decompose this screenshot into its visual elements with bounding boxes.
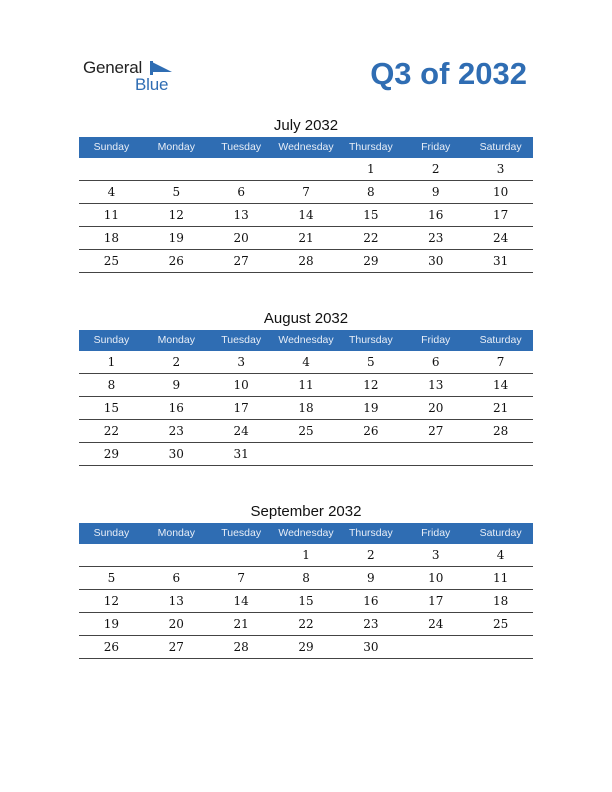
month-title: September 2032 [250, 503, 362, 520]
weekday-header: Friday [421, 141, 451, 153]
day-cell: 24 [492, 231, 509, 245]
day-cell: 29 [298, 640, 314, 654]
day-cell: 2 [431, 162, 440, 176]
weekday-header: Thursday [348, 141, 393, 153]
day-cell: 27 [428, 424, 444, 438]
day-cell [468, 636, 533, 658]
day-cell: 13 [233, 208, 249, 222]
day-cell: 4 [107, 185, 116, 199]
day-cell: 24 [428, 617, 444, 631]
weekday-header: Sunday [93, 141, 130, 153]
day-cell: 29 [363, 254, 379, 268]
weekday-header: Monday [157, 334, 195, 346]
logo-text-blue: Blue [135, 75, 169, 94]
weekday-header: Thursday [348, 527, 393, 539]
month-calendar [79, 501, 533, 659]
month-calendar [79, 115, 533, 273]
day-cell: 3 [496, 162, 505, 176]
month-calendar [79, 308, 533, 466]
day-cell: 11 [298, 378, 314, 392]
day-cell: 6 [237, 185, 245, 199]
logo-text-general: General [83, 58, 143, 77]
day-cell: 3 [237, 355, 245, 369]
day-cell: 7 [496, 355, 505, 369]
weekday-header: Wednesday [278, 527, 334, 539]
day-cell: 2 [172, 355, 181, 369]
day-cell: 6 [431, 355, 440, 369]
day-cell: 15 [363, 208, 379, 222]
day-cell: 24 [233, 424, 249, 438]
day-cell: 10 [233, 378, 249, 392]
day-cell: 1 [302, 548, 310, 562]
day-cell: 16 [168, 401, 184, 415]
day-cell: 14 [233, 594, 249, 608]
day-cell: 10 [492, 185, 509, 199]
weekday-header: Saturday [479, 141, 522, 153]
day-cell: 16 [363, 594, 379, 608]
day-cell: 20 [233, 231, 249, 245]
weekday-header: Thursday [348, 334, 393, 346]
day-cell: 12 [168, 208, 184, 222]
day-cell: 28 [298, 254, 314, 268]
day-cell: 8 [367, 185, 375, 199]
day-cell: 21 [492, 401, 509, 415]
day-cell: 14 [298, 208, 314, 222]
weekday-header: Sunday [93, 527, 130, 539]
week-row [79, 250, 533, 273]
day-cell: 8 [302, 571, 310, 585]
weekday-header: Saturday [479, 334, 522, 346]
week-row [79, 204, 533, 227]
day-cell: 5 [172, 185, 181, 199]
day-cell: 31 [492, 254, 509, 268]
week-row [79, 374, 533, 397]
day-cell: 23 [363, 617, 379, 631]
day-cell: 26 [363, 424, 379, 438]
day-cell: 12 [103, 594, 120, 608]
day-cell: 21 [233, 617, 249, 631]
weekday-header-row [79, 137, 533, 158]
weekday-header-row [79, 523, 533, 544]
day-cell: 13 [428, 378, 444, 392]
day-cell: 7 [302, 185, 310, 199]
day-cell [209, 158, 274, 180]
day-cell: 25 [492, 617, 509, 631]
day-cell: 18 [492, 594, 509, 608]
day-cell: 19 [363, 401, 379, 415]
day-cell: 30 [363, 640, 379, 654]
weekday-header: Saturday [479, 527, 522, 539]
weekday-header-row [79, 330, 533, 351]
day-cell [274, 443, 339, 465]
day-cell: 1 [107, 355, 116, 369]
day-cell [79, 544, 144, 566]
week-row [79, 443, 533, 466]
weekday-header: Tuesday [221, 334, 262, 346]
day-cell: 4 [496, 548, 505, 562]
day-cell: 26 [168, 254, 184, 268]
week-row [79, 227, 533, 250]
day-cell [144, 544, 209, 566]
month-title: July 2032 [273, 117, 339, 134]
week-row [79, 181, 533, 204]
day-cell: 25 [298, 424, 314, 438]
week-row [79, 351, 533, 374]
week-row [79, 567, 533, 590]
week-row [79, 420, 533, 443]
day-cell: 30 [428, 254, 444, 268]
day-cell: 8 [107, 378, 116, 392]
day-cell: 16 [428, 208, 444, 222]
weekday-header: Friday [421, 527, 451, 539]
weekday-header: Wednesday [278, 141, 334, 153]
day-cell: 7 [237, 571, 245, 585]
day-cell: 4 [302, 355, 310, 369]
day-cell: 5 [367, 355, 375, 369]
day-cell: 25 [103, 254, 120, 268]
day-cell: 27 [233, 254, 249, 268]
weekday-header: Tuesday [221, 141, 262, 153]
week-row [79, 397, 533, 420]
day-cell: 14 [492, 378, 509, 392]
day-cell: 22 [363, 231, 379, 245]
day-cell: 18 [298, 401, 314, 415]
day-cell: 21 [298, 231, 314, 245]
day-cell: 1 [367, 162, 375, 176]
day-cell: 17 [428, 594, 444, 608]
weekday-header: Sunday [93, 334, 130, 346]
month-title: August 2032 [263, 310, 349, 327]
day-cell: 9 [172, 378, 181, 392]
day-cell: 15 [103, 401, 120, 415]
page-title: Q3 of 2032 [370, 56, 527, 91]
day-cell: 29 [103, 447, 120, 461]
week-row [79, 613, 533, 636]
logo-flag-shape [150, 61, 172, 72]
day-cell: 9 [431, 185, 440, 199]
day-cell [209, 544, 274, 566]
day-cell: 28 [233, 640, 249, 654]
day-cell: 10 [428, 571, 444, 585]
day-cell [403, 636, 468, 658]
week-row [79, 590, 533, 613]
day-cell: 20 [428, 401, 444, 415]
day-cell: 11 [103, 208, 120, 222]
day-cell: 20 [168, 617, 184, 631]
weekday-header: Wednesday [278, 334, 334, 346]
day-cell: 18 [103, 231, 120, 245]
day-cell: 12 [363, 378, 379, 392]
day-cell: 15 [298, 594, 314, 608]
day-cell [144, 158, 209, 180]
day-cell: 5 [107, 571, 116, 585]
day-cell: 30 [168, 447, 184, 461]
day-cell: 23 [168, 424, 184, 438]
weekday-header: Monday [157, 141, 195, 153]
day-cell [468, 443, 533, 465]
day-cell [403, 443, 468, 465]
day-cell: 19 [103, 617, 120, 631]
day-cell [338, 443, 403, 465]
day-cell: 13 [168, 594, 184, 608]
day-cell: 22 [298, 617, 314, 631]
day-cell: 31 [233, 447, 249, 461]
day-cell: 2 [367, 548, 375, 562]
day-cell: 11 [492, 571, 509, 585]
day-cell: 23 [428, 231, 444, 245]
week-row [79, 158, 533, 181]
day-cell: 22 [103, 424, 120, 438]
day-cell: 17 [492, 208, 509, 222]
week-row [79, 636, 533, 659]
day-cell: 27 [168, 640, 184, 654]
day-cell [274, 158, 339, 180]
week-row [79, 544, 533, 567]
day-cell: 19 [168, 231, 184, 245]
weekday-header: Friday [421, 334, 451, 346]
day-cell: 26 [103, 640, 120, 654]
weekday-header: Tuesday [221, 527, 262, 539]
brand-logo [83, 58, 193, 98]
day-cell: 3 [431, 548, 440, 562]
day-cell: 28 [492, 424, 509, 438]
weekday-header: Monday [157, 527, 195, 539]
day-cell: 17 [233, 401, 249, 415]
day-cell: 6 [172, 571, 181, 585]
day-cell [79, 158, 144, 180]
day-cell: 9 [367, 571, 375, 585]
